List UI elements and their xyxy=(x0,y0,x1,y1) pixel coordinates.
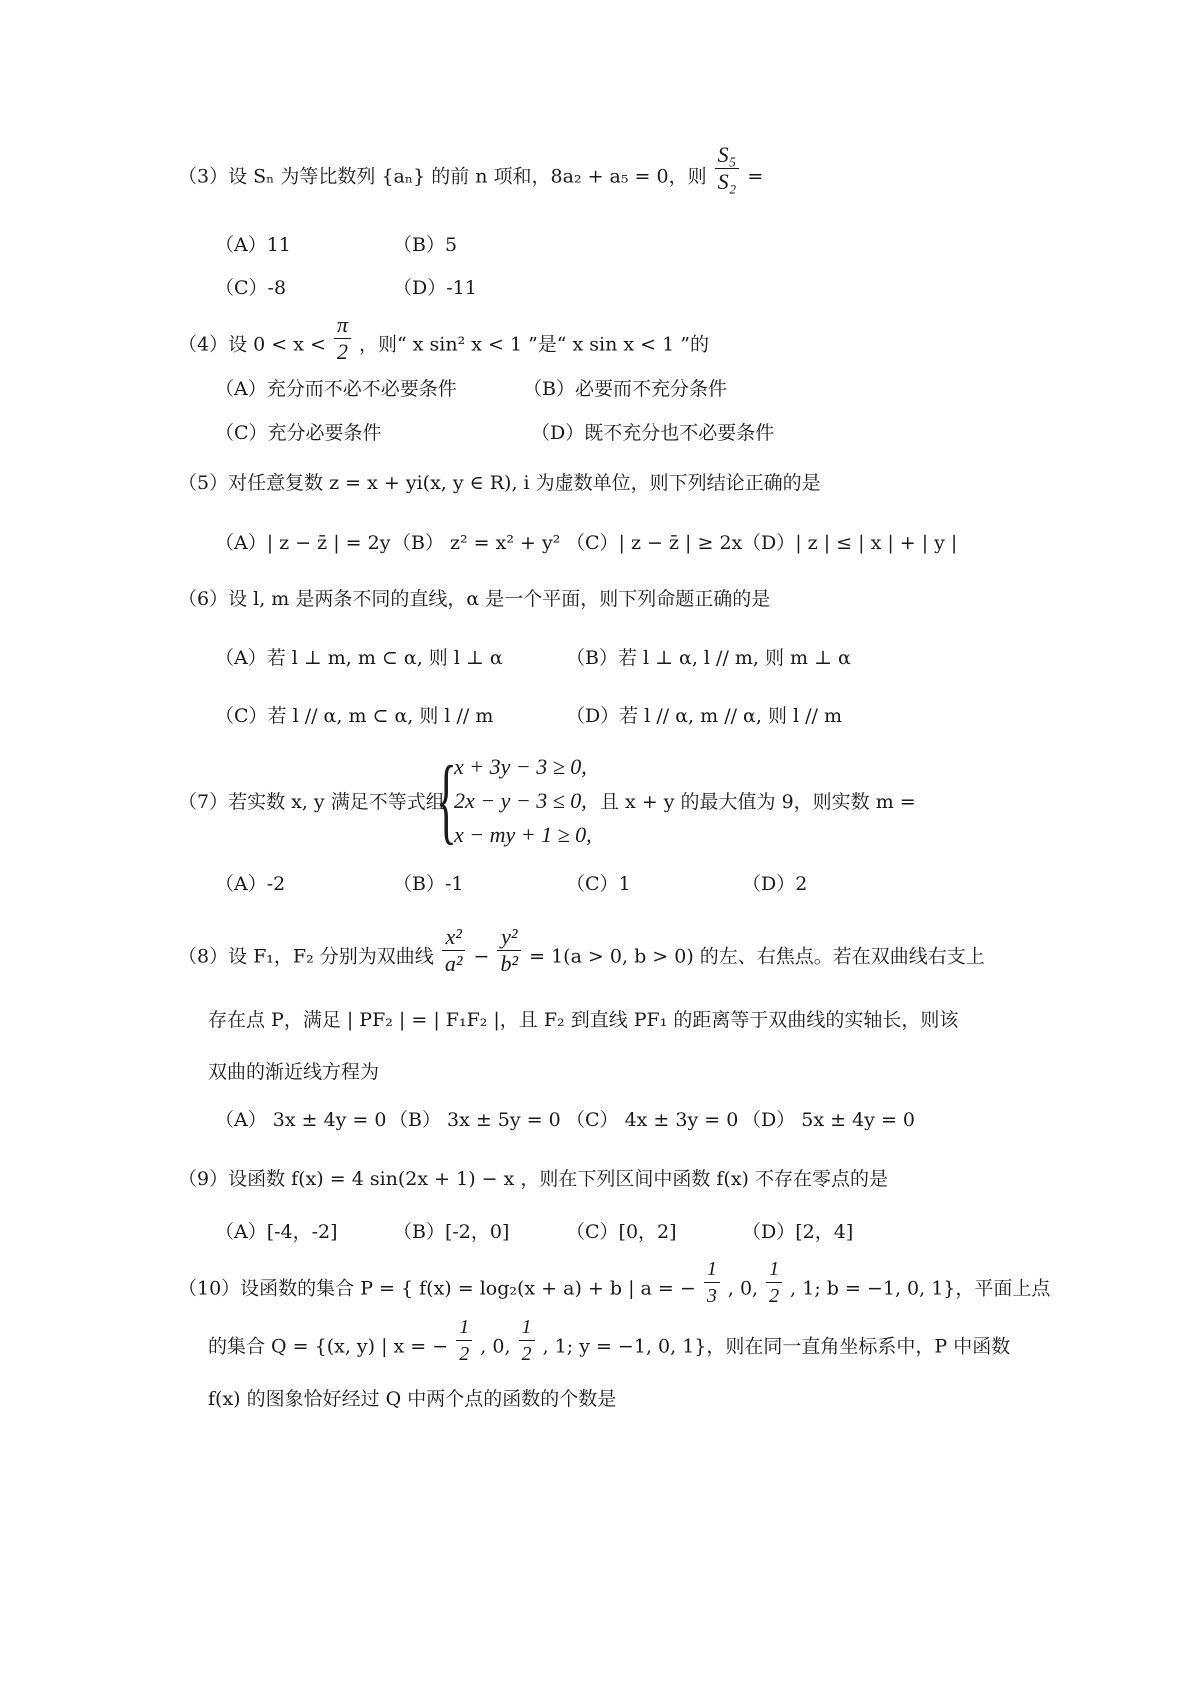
q10-frac-4-den: 2 xyxy=(521,1343,532,1365)
q7-option-b: （B）-1 xyxy=(393,873,464,895)
q5-option-b: （B） z² = x² + y² xyxy=(392,532,561,554)
q10-fraction-1 xyxy=(704,1256,720,1309)
q4-fraction xyxy=(334,312,351,365)
q9-option-a: （A）[-4，-2] xyxy=(215,1221,338,1243)
q5-stem: （5）对任意复数 z = x + yi(x, y ∈ R), i 为虚数单位，则下列结论正确的是 xyxy=(178,472,821,494)
q10-frac-4-num: 1 xyxy=(519,1314,535,1341)
q3-frac-num: S₅ xyxy=(715,142,740,169)
q10-line-3: f(x) 的图象恰好经过 Q 中两个点的函数的个数是 xyxy=(208,1388,617,1410)
q3-frac-den: S₂ xyxy=(717,169,737,194)
q6-option-b: （B）若 l ⊥ α, l // m, 则 m ⊥ α xyxy=(566,647,851,669)
q7-ineq-2: 2x − y − 3 ≤ 0, xyxy=(454,788,587,813)
q3-option-c: （C）-8 xyxy=(215,277,287,299)
q4-option-d: （D）既不充分也不必要条件 xyxy=(531,422,775,444)
q8-minus: − xyxy=(473,945,490,968)
q7-left-brace: { xyxy=(436,746,457,853)
q10-frac-1-den: 3 xyxy=(706,1285,717,1307)
q8-frac-y-num: y² xyxy=(497,924,521,951)
q10-fraction-4 xyxy=(519,1314,535,1367)
q3-option-a: （A）11 xyxy=(215,234,291,256)
q8-option-a: （A） 3x ± 4y = 0 xyxy=(215,1109,387,1131)
q9-option-d: （D）[2，4] xyxy=(742,1221,854,1243)
q8-frac-y-den: b² xyxy=(500,951,519,976)
q10-frac-3-den: 2 xyxy=(459,1343,470,1365)
q7-ineq-1: x + 3y − 3 ≥ 0, xyxy=(454,754,587,779)
q4-option-a: （A）充分而不必不必要条件 xyxy=(215,378,457,400)
q8-option-b: （B） 3x ± 5y = 0 xyxy=(389,1109,561,1131)
q8-option-d: （D） 5x ± 4y = 0 xyxy=(742,1109,915,1131)
q4-frac-num: π xyxy=(334,312,351,339)
q7-option-c: （C）1 xyxy=(566,873,631,895)
q6-stem: （6）设 l, m 是两条不同的直线，α 是一个平面，则下列命题正确的是 xyxy=(178,588,771,610)
q7-stem-a: （7）若实数 x, y 满足不等式组 xyxy=(178,791,445,813)
q8-option-c: （C） 4x ± 3y = 0 xyxy=(566,1109,739,1131)
q5-option-d: （D）| z | ≤ | x | + | y | xyxy=(742,532,958,554)
q4-frac-den: 2 xyxy=(336,339,348,364)
q10-fraction-3 xyxy=(456,1314,472,1367)
q9-option-b: （B）[-2，0] xyxy=(393,1221,510,1243)
q8-fraction-x xyxy=(442,924,466,977)
q7-option-d: （D）2 xyxy=(742,873,808,895)
q8-line-2: 存在点 P，满足 | PF₂ | = | F₁F₂ |，且 F₂ 到直线 PF₁ 的距离等于双曲线的实轴长，则该 xyxy=(208,1009,959,1031)
q3-option-b: （B）5 xyxy=(393,234,458,256)
q10-frac-2-den: 2 xyxy=(769,1285,780,1307)
q10-frac-1-num: 1 xyxy=(704,1256,720,1283)
q8-frac-x-num: x² xyxy=(442,924,466,951)
q8-stem xyxy=(178,924,985,977)
q8-stem-b: = 1(a > 0, b > 0) 的左、右焦点。若在双曲线右支上 xyxy=(529,945,985,968)
q4-stem-a: （4）设 0 < x < xyxy=(178,333,326,356)
q10-line-2-b: , 1; y = −1, 0, 1}，则在同一直角坐标系中，P 中函数 xyxy=(542,1335,1011,1358)
q8-stem-a: （8）设 F₁，F₂ 分别为双曲线 xyxy=(178,945,434,968)
q3-fraction xyxy=(715,142,740,195)
q6-option-c: （C）若 l // α, m ⊂ α, 则 l // m xyxy=(215,705,494,727)
q10-line-2-a: 的集合 Q = {(x, y) | x = − xyxy=(208,1335,449,1358)
q8-line-3: 双曲的渐近线方程为 xyxy=(208,1061,380,1083)
q10-frac-2-num: 1 xyxy=(766,1256,782,1283)
q3-tail: = xyxy=(747,165,764,188)
q6-option-a: （A）若 l ⊥ m, m ⊂ α, 则 l ⊥ α xyxy=(215,647,503,669)
q10-fraction-2 xyxy=(766,1256,782,1309)
q8-fraction-y xyxy=(497,924,521,977)
q5-option-c: （C）| z − z̄ | ≥ 2x xyxy=(566,532,743,554)
q7-ineq-3: x − my + 1 ≥ 0, xyxy=(454,822,592,847)
q10-frac-3-num: 1 xyxy=(456,1314,472,1341)
q6-option-d: （D）若 l // α, m // α, 则 l // m xyxy=(566,705,842,727)
q8-frac-x-den: a² xyxy=(444,951,463,976)
q10-line-2 xyxy=(208,1316,1011,1367)
q10-stem-a: （10）设函数的集合 P = { f(x) = log₂(x + a) + b | a = − xyxy=(178,1277,696,1300)
q3-stem xyxy=(178,142,764,195)
q9-option-c: （C）[0，2] xyxy=(566,1221,677,1243)
q5-option-a: （A）| z − z̄ | = 2y xyxy=(215,532,391,554)
q7-stem-b: 且 x + y 的最大值为 9，则实数 m = xyxy=(600,791,916,813)
q4-stem-b: ，则“ x sin² x < 1 ”是“ x sin x < 1 ”的 xyxy=(359,333,709,356)
q10-mid-2: , 0, xyxy=(480,1335,511,1358)
q9-stem: （9）设函数 f(x) = 4 sin(2x + 1) − x ，则在下列区间中函数 f(x) 不存在零点的是 xyxy=(178,1168,889,1190)
q7-option-a: （A）-2 xyxy=(215,873,286,895)
q10-stem xyxy=(178,1258,1051,1309)
q10-mid-1: , 0, xyxy=(727,1277,759,1300)
q4-option-c: （C）充分必要条件 xyxy=(215,422,382,444)
q3-stem-text: （3）设 Sₙ 为等比数列 {aₙ} 的前 n 项和，8a₂ + a₅ = 0，则 xyxy=(178,165,707,188)
q7-inequality-system xyxy=(436,746,592,853)
q4-option-b: （B）必要而不充分条件 xyxy=(523,378,727,400)
q4-stem xyxy=(178,312,709,365)
q3-option-d: （D）-11 xyxy=(393,277,477,299)
q10-stem-b: , 1; b = −1, 0, 1}，平面上点 xyxy=(790,1277,1051,1300)
